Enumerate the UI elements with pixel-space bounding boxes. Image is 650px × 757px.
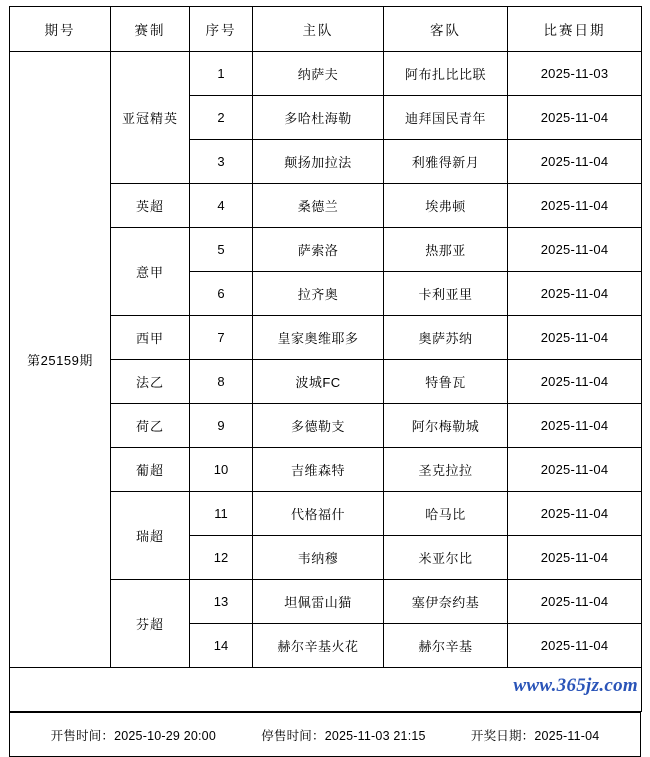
home-team-cell: 吉维森特 xyxy=(253,448,384,492)
issue-number-cell: 第25159期 xyxy=(10,52,111,668)
column-header-league: 赛制 xyxy=(111,7,190,52)
footer-cell xyxy=(10,713,641,757)
away-team-cell: 阿尔梅勒城 xyxy=(384,404,508,448)
footer-table xyxy=(9,712,641,757)
match-number-cell: 1 xyxy=(190,52,253,96)
column-header-issue: 期号 xyxy=(10,7,111,52)
match-number-cell: 12 xyxy=(190,536,253,580)
away-team-cell: 圣克拉拉 xyxy=(384,448,508,492)
home-team-cell: 颠扬加拉法 xyxy=(253,140,384,184)
match-number-cell: 6 xyxy=(190,272,253,316)
match-number-cell: 9 xyxy=(190,404,253,448)
match-number-cell: 11 xyxy=(190,492,253,536)
league-name-cell: 法乙 xyxy=(111,360,190,404)
column-header-away-team: 客队 xyxy=(384,7,508,52)
home-team-cell: 代格福什 xyxy=(253,492,384,536)
league-name-cell: 瑞超 xyxy=(111,492,190,580)
away-team-cell: 埃弗顿 xyxy=(384,184,508,228)
away-team-cell: 利雅得新月 xyxy=(384,140,508,184)
column-header-number: 序号 xyxy=(190,7,253,52)
table-row xyxy=(10,52,642,96)
footer-row xyxy=(10,713,641,757)
away-team-cell: 特鲁瓦 xyxy=(384,360,508,404)
home-team-cell: 桑德兰 xyxy=(253,184,384,228)
league-name-cell: 西甲 xyxy=(111,316,190,360)
table-body xyxy=(10,52,642,712)
match-date-cell: 2025-11-04 xyxy=(508,316,642,360)
home-team-cell: 波城FC xyxy=(253,360,384,404)
home-team-cell: 赫尔辛基火花 xyxy=(253,624,384,668)
league-name-cell: 英超 xyxy=(111,184,190,228)
match-date-cell: 2025-11-04 xyxy=(508,580,642,624)
match-number-cell: 14 xyxy=(190,624,253,668)
match-date-cell: 2025-11-04 xyxy=(508,96,642,140)
league-name-cell: 芬超 xyxy=(111,580,190,668)
match-date-cell: 2025-11-04 xyxy=(508,272,642,316)
away-team-cell: 赫尔辛基 xyxy=(384,624,508,668)
away-team-cell: 阿布扎比比联 xyxy=(384,52,508,96)
sale-start-time: 开售时间：2025-10-29 20:00 xyxy=(50,728,216,743)
column-header-match-date: 比赛日期 xyxy=(508,7,642,52)
match-number-cell: 5 xyxy=(190,228,253,272)
sale-end-time: 停售时间：2025-11-03 21:15 xyxy=(261,728,426,743)
lottery-schedule-sheet xyxy=(9,6,641,757)
match-date-cell: 2025-11-04 xyxy=(508,404,642,448)
home-team-cell: 坦佩雷山猫 xyxy=(253,580,384,624)
match-number-cell: 10 xyxy=(190,448,253,492)
away-team-cell: 卡利亚里 xyxy=(384,272,508,316)
match-date-cell: 2025-11-04 xyxy=(508,360,642,404)
away-team-cell: 塞伊奈约基 xyxy=(384,580,508,624)
home-team-cell: 拉齐奥 xyxy=(253,272,384,316)
draw-date: 开奖日期：2025-11-04 xyxy=(470,728,600,743)
match-number-cell: 13 xyxy=(190,580,253,624)
match-schedule-table xyxy=(9,6,642,712)
league-name-cell: 葡超 xyxy=(111,448,190,492)
home-team-cell: 纳萨夫 xyxy=(253,52,384,96)
match-date-cell: 2025-11-04 xyxy=(508,184,642,228)
match-date-cell: 2025-11-04 xyxy=(508,448,642,492)
match-number-cell: 4 xyxy=(190,184,253,228)
site-watermark: www.365jz.com xyxy=(513,675,638,696)
home-team-cell: 萨索洛 xyxy=(253,228,384,272)
match-date-cell: 2025-11-04 xyxy=(508,140,642,184)
match-date-cell: 2025-11-04 xyxy=(508,624,642,668)
home-team-cell: 韦纳穆 xyxy=(253,536,384,580)
match-date-cell: 2025-11-03 xyxy=(508,52,642,96)
table-header xyxy=(10,7,642,52)
home-team-cell: 多哈杜海勒 xyxy=(253,96,384,140)
league-name-cell: 意甲 xyxy=(111,228,190,316)
match-number-cell: 3 xyxy=(190,140,253,184)
column-header-home-team: 主队 xyxy=(253,7,384,52)
league-name-cell: 荷乙 xyxy=(111,404,190,448)
home-team-cell: 多德勒支 xyxy=(253,404,384,448)
match-date-cell: 2025-11-04 xyxy=(508,536,642,580)
away-team-cell: 哈马比 xyxy=(384,492,508,536)
league-name-cell: 亚冠精英 xyxy=(111,52,190,184)
away-team-cell: 米亚尔比 xyxy=(384,536,508,580)
match-number-cell: 7 xyxy=(190,316,253,360)
away-team-cell: 热那亚 xyxy=(384,228,508,272)
home-team-cell: 皇家奥维耶多 xyxy=(253,316,384,360)
match-number-cell: 8 xyxy=(190,360,253,404)
away-team-cell: 奥萨苏纳 xyxy=(384,316,508,360)
away-team-cell: 迪拜国民青年 xyxy=(384,96,508,140)
match-date-cell: 2025-11-04 xyxy=(508,228,642,272)
match-date-cell: 2025-11-04 xyxy=(508,492,642,536)
header-row xyxy=(10,7,642,52)
match-number-cell: 2 xyxy=(190,96,253,140)
